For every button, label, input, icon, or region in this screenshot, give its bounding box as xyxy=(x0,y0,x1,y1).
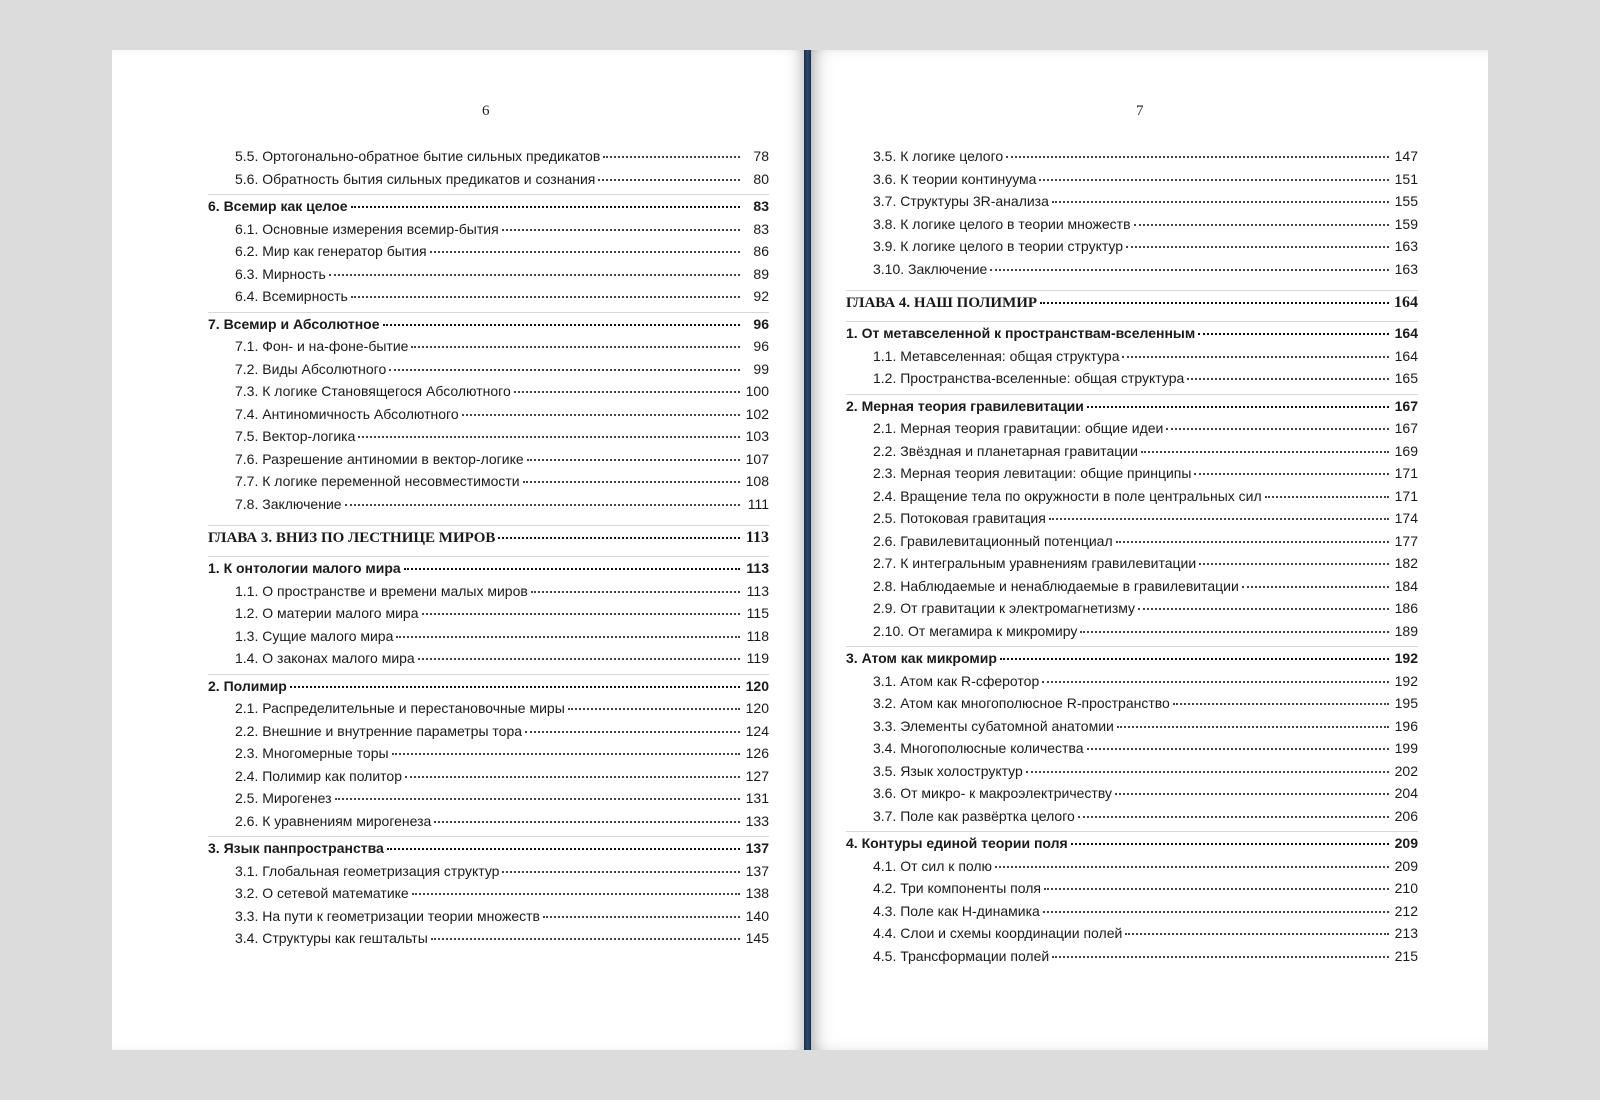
toc-subsection-entry xyxy=(846,145,1418,168)
toc-entry-title: 2.2. Внешние и внутренние параметры тора xyxy=(235,722,523,739)
toc-subsection-entry xyxy=(846,575,1418,598)
toc-entry-page: 196 xyxy=(1394,717,1418,734)
toc-subsection-entry xyxy=(846,345,1418,368)
toc-entry-title: 1.3. Сущие малого мира xyxy=(235,627,394,644)
dot-leader xyxy=(1116,541,1389,543)
dot-leader xyxy=(1122,356,1389,358)
toc-entry-title: 2.9. От гравитации к электромагнетизму xyxy=(873,600,1136,616)
toc-subsection-entry xyxy=(846,235,1418,258)
dot-leader xyxy=(431,938,740,940)
toc-subsection-entry xyxy=(846,922,1418,945)
toc-subsection-entry xyxy=(208,380,769,403)
toc-entry-title: 3.5. Язык холоструктур xyxy=(873,762,1023,779)
dot-leader xyxy=(1052,956,1389,958)
toc-subsection-entry xyxy=(846,782,1418,805)
dot-leader xyxy=(351,206,740,208)
left-page xyxy=(112,50,806,1050)
toc-entry-title: 1.2. О материи малого мира xyxy=(235,605,419,621)
toc-entry-title: 3.9. К логике целого в теории структур xyxy=(873,238,1124,254)
toc-subsection-entry xyxy=(846,855,1418,878)
dot-leader xyxy=(603,156,740,158)
toc-entry-page: 80 xyxy=(753,170,769,187)
toc-entry-page: 199 xyxy=(1394,740,1418,756)
toc-chapter-heading xyxy=(208,525,769,550)
dot-leader xyxy=(1166,428,1389,430)
toc-subsection-entry xyxy=(208,168,769,191)
toc-entry-title: 3.2. Атом как многополюсное R-пространство xyxy=(873,695,1170,711)
toc-entry-title: 2.2. Звёздная и планетарная гравитации xyxy=(873,442,1138,459)
toc-entry-page: 147 xyxy=(1394,148,1418,164)
toc-entry-title: 3.3. Элементы субатомной анатомии xyxy=(873,717,1114,734)
toc-entry-title: 4.5. Трансформации полей xyxy=(873,947,1050,964)
dot-leader xyxy=(598,179,740,181)
toc-entry-title: 3.6. К теории континуума xyxy=(873,170,1037,187)
toc-entry-title: 7.6. Разрешение антиномии в вектор-логике xyxy=(235,450,524,467)
toc-entry-page: 210 xyxy=(1394,880,1418,896)
toc-entry-title: 3.6. От микро- к макроэлектричеству xyxy=(873,785,1112,801)
dot-leader xyxy=(1052,201,1389,203)
toc-entry-title: 4.3. Поле как Н-динамика xyxy=(873,902,1040,919)
dot-leader xyxy=(387,848,740,850)
dot-leader xyxy=(1134,224,1389,226)
toc-entry-page: 131 xyxy=(745,790,769,806)
toc-subsection-entry xyxy=(208,625,769,648)
toc-subsection-entry xyxy=(846,737,1418,760)
dot-leader xyxy=(1198,333,1389,335)
dot-leader xyxy=(422,613,741,615)
toc-entry-page: 113 xyxy=(745,529,769,546)
toc-entry-title: 3. Атом как микромир xyxy=(846,650,997,666)
toc-section-entry xyxy=(208,312,769,336)
toc-entry-page: 192 xyxy=(1394,672,1418,689)
dot-leader xyxy=(434,821,740,823)
toc-entry-page: 169 xyxy=(1394,442,1418,459)
dot-leader xyxy=(1049,518,1389,520)
toc-subsection-entry xyxy=(846,945,1418,968)
toc-entry-page: 164 xyxy=(1394,294,1418,311)
toc-entry-title: 2.3. Многомерные торы xyxy=(235,745,389,761)
toc-entry-page: 155 xyxy=(1394,193,1418,209)
dot-leader xyxy=(1138,608,1389,610)
toc-entry-title: 3.5. К логике целого xyxy=(873,148,1004,164)
toc-entry-page: 209 xyxy=(1394,857,1418,874)
toc-subsection-entry xyxy=(846,213,1418,236)
dot-leader xyxy=(462,414,740,416)
toc-entry-page: 124 xyxy=(745,722,769,739)
toc-entry-title: 2.7. К интегральным уравнениям гравилевитации xyxy=(873,555,1197,571)
toc-entry-title: 7.2. Виды Абсолютного xyxy=(235,360,387,377)
toc-entry-title: 2.4. Полимир как политор xyxy=(235,767,403,784)
right-page xyxy=(806,50,1488,1050)
toc-entry-title: 2. Полимир xyxy=(208,677,287,694)
toc-entry-page: 83 xyxy=(753,198,769,214)
dot-leader xyxy=(523,481,740,483)
dot-leader xyxy=(527,459,740,461)
toc-subsection-entry xyxy=(846,760,1418,783)
toc-subsection-entry xyxy=(846,440,1418,463)
toc-section-entry xyxy=(208,194,769,218)
toc-subsection-entry xyxy=(846,190,1418,213)
toc-section-entry xyxy=(208,674,769,698)
toc-entry-title: 3.1. Атом как R-сферотор xyxy=(873,672,1040,689)
toc-entry-page: 113 xyxy=(746,560,769,576)
toc-entry-title: 2.10. От мегамира к микромиру xyxy=(873,622,1078,639)
toc-subsection-entry xyxy=(208,882,769,905)
toc-entry-page: 204 xyxy=(1394,785,1418,801)
dot-leader xyxy=(358,436,740,438)
toc-subsection-entry xyxy=(208,145,769,168)
toc-entry-page: 165 xyxy=(1394,370,1418,386)
dot-leader xyxy=(1000,658,1389,660)
dot-leader xyxy=(1125,933,1389,935)
dot-leader xyxy=(498,537,740,539)
toc-subsection-entry xyxy=(208,742,769,765)
toc-subsection-entry xyxy=(208,580,769,603)
toc-entry-page: 189 xyxy=(1394,622,1418,639)
toc-entry-page: 108 xyxy=(745,473,769,489)
dot-leader xyxy=(329,274,740,276)
toc-subsection-entry xyxy=(208,335,769,358)
toc-entry-title: 3.4. Структуры как гештальты xyxy=(235,930,428,946)
toc-entry-page: 138 xyxy=(745,885,769,901)
toc-section-entry xyxy=(208,556,769,580)
toc-entry-title: 1.1. О пространстве и времени малых миров xyxy=(235,582,528,599)
toc-entry-page: 171 xyxy=(1394,487,1418,504)
toc-subsection-entry xyxy=(846,417,1418,440)
toc-entry-page: 195 xyxy=(1394,695,1418,711)
toc-entry-page: 99 xyxy=(753,360,769,377)
toc-entry-title: 3.2. О сетевой математике xyxy=(235,885,409,901)
toc-entry-title: ГЛАВА 4. НАШ ПОЛИМИР xyxy=(846,295,1038,311)
toc-subsection-entry xyxy=(208,493,769,516)
dot-leader xyxy=(990,269,1389,271)
toc-entry-title: 3.10. Заключение xyxy=(873,260,988,277)
toc-entry-page: 120 xyxy=(745,677,769,694)
toc-subsection-entry xyxy=(208,905,769,928)
toc-entry-page: 92 xyxy=(753,288,769,304)
toc-entry-page: 145 xyxy=(745,930,769,946)
dot-leader xyxy=(1087,748,1389,750)
toc-entry-page: 209 xyxy=(1394,835,1418,851)
dot-leader xyxy=(1042,681,1389,683)
dot-leader xyxy=(405,776,740,778)
toc-subsection-entry xyxy=(208,358,769,381)
toc-entry-page: 86 xyxy=(753,243,769,259)
toc-entry-page: 83 xyxy=(753,220,769,237)
dot-leader xyxy=(1173,703,1389,705)
toc-entry-title: 3.8. К логике целого в теории множеств xyxy=(873,215,1131,232)
toc-subsection-entry xyxy=(846,900,1418,923)
toc-section-entry xyxy=(846,831,1418,855)
dot-leader xyxy=(1242,586,1389,588)
toc-entry-page: 171 xyxy=(1394,465,1418,481)
toc-entry-title: 7.5. Вектор-логика xyxy=(235,428,356,444)
toc-entry-title: 3.7. Структуры 3R-анализа xyxy=(873,193,1049,209)
dot-leader xyxy=(1043,911,1389,913)
dot-leader xyxy=(514,391,740,393)
toc-entry-page: 103 xyxy=(745,428,769,444)
toc-entry-page: 113 xyxy=(746,582,769,599)
toc-subsection-entry xyxy=(846,620,1418,643)
dot-leader xyxy=(502,229,740,231)
dot-leader xyxy=(1194,473,1389,475)
toc-subsection-entry xyxy=(208,765,769,788)
toc-entry-page: 96 xyxy=(753,315,769,332)
toc-subsection-entry xyxy=(208,285,769,308)
toc-subsection-entry xyxy=(208,263,769,286)
toc-entry-page: 177 xyxy=(1394,532,1418,549)
toc-entry-title: 4.4. Слои и схемы координации полей xyxy=(873,925,1123,941)
toc-entry-title: 3.1. Глобальная геометризация структур xyxy=(235,862,500,879)
dot-leader xyxy=(1115,793,1389,795)
toc-subsection-entry xyxy=(846,877,1418,900)
dot-leader xyxy=(383,324,741,326)
toc-entry-title: 2.1. Мерная теория гравитации: общие идеи xyxy=(873,420,1164,436)
toc-section-entry xyxy=(846,646,1418,670)
toc-entry-page: 78 xyxy=(753,148,769,164)
toc-entry-page: 151 xyxy=(1394,170,1418,187)
toc-entry-title: 2.5. Мирогенез xyxy=(235,790,332,806)
toc-section-entry xyxy=(846,394,1418,418)
toc-subsection-entry xyxy=(846,805,1418,828)
toc-subsection-entry xyxy=(208,403,769,426)
dot-leader xyxy=(1044,888,1389,890)
toc-entry-title: 4.1. От сил к полю xyxy=(873,857,993,874)
toc-entry-title: 2.4. Вращение тела по окружности в поле центральных сил xyxy=(873,487,1262,504)
toc-entry-page: 102 xyxy=(745,405,769,422)
dot-leader xyxy=(1080,631,1389,633)
toc-entry-page: 115 xyxy=(746,605,769,621)
dot-leader xyxy=(1087,406,1389,408)
toc-subsection-entry xyxy=(846,507,1418,530)
toc-entry-title: 2.3. Мерная теория левитации: общие принципы xyxy=(873,465,1192,481)
toc-entry-page: 202 xyxy=(1394,762,1418,779)
toc-entry-title: 2.8. Наблюдаемые и ненаблюдаемые в гравилевитации xyxy=(873,577,1239,594)
dot-leader xyxy=(418,658,740,660)
toc-entry-page: 127 xyxy=(745,767,769,784)
dot-leader xyxy=(392,753,740,755)
toc-subsection-entry xyxy=(846,692,1418,715)
toc-entry-page: 164 xyxy=(1394,325,1418,341)
toc-entry-title: 2.5. Потоковая гравитация xyxy=(873,510,1046,526)
dot-leader xyxy=(1026,771,1389,773)
toc-subsection-entry xyxy=(208,860,769,883)
toc-entry-page: 120 xyxy=(745,700,769,716)
dot-leader xyxy=(389,369,740,371)
toc-entry-title: 5.6. Обратность бытия сильных предикатов и сознания xyxy=(235,170,596,187)
toc-entry-page: 111 xyxy=(747,495,769,512)
dot-leader xyxy=(531,591,740,593)
toc-entry-page: 186 xyxy=(1394,600,1418,616)
toc-subsection-entry xyxy=(846,715,1418,738)
toc-entry-title: 1.1. Метавселенная: общая структура xyxy=(873,347,1120,364)
toc-entry-page: 164 xyxy=(1394,347,1418,364)
toc-left xyxy=(208,145,769,950)
toc-entry-title: 6.1. Основные измерения всемир-бытия xyxy=(235,220,499,237)
toc-subsection-entry xyxy=(846,485,1418,508)
toc-entry-page: 184 xyxy=(1394,577,1418,594)
toc-section-entry xyxy=(208,836,769,860)
toc-entry-title: 7.4. Антиномичность Абсолютного xyxy=(235,405,459,422)
toc-entry-page: 137 xyxy=(745,840,769,856)
toc-entry-title: 1. От метавселенной к пространствам-вселенным xyxy=(846,325,1196,341)
toc-entry-title: 6.3. Мирность xyxy=(235,265,326,282)
toc-entry-title: 7.1. Фон- и на-фоне-бытие xyxy=(235,338,409,354)
toc-entry-title: 2.6. К уравнениям мирогенеза xyxy=(235,812,432,829)
toc-subsection-entry xyxy=(208,470,769,493)
toc-entry-title: 3.3. На пути к геометризации теории множеств xyxy=(235,907,540,924)
toc-entry-title: 3.4. Многополюсные количества xyxy=(873,740,1084,756)
toc-entry-page: 163 xyxy=(1394,238,1418,254)
book-spine xyxy=(804,50,811,1050)
toc-subsection-entry xyxy=(846,168,1418,191)
toc-entry-title: ГЛАВА 3. ВНИЗ ПО ЛЕСТНИЦЕ МИРОВ xyxy=(208,530,496,546)
dot-leader xyxy=(351,296,740,298)
toc-entry-title: 7.7. К логике переменной несовместимости xyxy=(235,473,520,489)
toc-section-entry xyxy=(846,321,1418,345)
toc-entry-page: 174 xyxy=(1394,510,1418,526)
toc-entry-page: 159 xyxy=(1394,215,1418,232)
dot-leader xyxy=(404,568,740,570)
dot-leader xyxy=(1126,246,1389,248)
toc-entry-title: 7.8. Заключение xyxy=(235,495,342,512)
toc-entry-page: 137 xyxy=(745,862,769,879)
toc-entry-title: 6.2. Мир как генератор бытия xyxy=(235,243,427,259)
toc-right xyxy=(846,145,1418,967)
toc-entry-title: 4. Контуры единой теории поля xyxy=(846,835,1068,851)
dot-leader xyxy=(290,686,740,688)
toc-entry-page: 100 xyxy=(745,383,769,399)
dot-leader xyxy=(525,731,740,733)
page-number-right: 7 xyxy=(1136,103,1144,119)
toc-entry-page: 126 xyxy=(745,745,769,761)
dot-leader xyxy=(1040,302,1389,304)
toc-entry-page: 140 xyxy=(745,907,769,924)
toc-entry-page: 213 xyxy=(1394,925,1418,941)
toc-subsection-entry xyxy=(208,810,769,833)
dot-leader xyxy=(1071,843,1389,845)
dot-leader xyxy=(1141,451,1389,453)
dot-leader xyxy=(411,346,740,348)
toc-subsection-entry xyxy=(846,670,1418,693)
toc-entry-page: 212 xyxy=(1394,902,1418,919)
toc-entry-page: 89 xyxy=(753,265,769,282)
toc-entry-title: 1.4. О законах малого мира xyxy=(235,650,415,666)
dot-leader xyxy=(1187,378,1389,380)
toc-subsection-entry xyxy=(208,927,769,950)
toc-entry-title: 4.2. Три компоненты поля xyxy=(873,880,1041,896)
toc-entry-title: 2. Мерная теория гравилевитации xyxy=(846,397,1084,414)
toc-subsection-entry xyxy=(846,367,1418,390)
dot-leader xyxy=(396,636,740,638)
dot-leader xyxy=(1078,816,1389,818)
dot-leader xyxy=(1265,496,1389,498)
toc-subsection-entry xyxy=(208,218,769,241)
dot-leader xyxy=(543,916,740,918)
toc-subsection-entry xyxy=(846,530,1418,553)
toc-entry-title: 2.1. Распределительные и перестановочные миры xyxy=(235,700,565,716)
dot-leader xyxy=(1006,156,1389,158)
dot-leader xyxy=(1117,726,1389,728)
toc-entry-title: 5.5. Ортогонально-обратное бытие сильных предикатов xyxy=(235,148,601,164)
dot-leader xyxy=(502,871,740,873)
toc-chapter-heading xyxy=(846,290,1418,315)
toc-subsection-entry xyxy=(208,720,769,743)
toc-entry-page: 163 xyxy=(1394,260,1418,277)
toc-subsection-entry xyxy=(846,258,1418,281)
toc-subsection-entry xyxy=(846,552,1418,575)
toc-entry-title: 7. Всемир и Абсолютное xyxy=(208,315,380,332)
toc-entry-page: 118 xyxy=(746,627,769,644)
toc-entry-page: 192 xyxy=(1394,650,1418,666)
dot-leader xyxy=(568,708,740,710)
dot-leader xyxy=(335,798,740,800)
toc-entry-page: 167 xyxy=(1394,420,1418,436)
toc-entry-page: 96 xyxy=(753,338,769,354)
toc-subsection-entry xyxy=(208,425,769,448)
toc-entry-page: 119 xyxy=(746,650,769,666)
page-number-left: 6 xyxy=(482,103,490,119)
toc-entry-title: 6.4. Всемирность xyxy=(235,288,348,304)
toc-entry-page: 206 xyxy=(1394,807,1418,824)
toc-subsection-entry xyxy=(208,697,769,720)
toc-subsection-entry xyxy=(846,597,1418,620)
toc-entry-page: 182 xyxy=(1394,555,1418,571)
dot-leader xyxy=(430,251,740,253)
toc-entry-title: 3.7. Поле как развёртка целого xyxy=(873,807,1075,824)
toc-entry-title: 1. К онтологии малого мира xyxy=(208,560,401,576)
dot-leader xyxy=(995,866,1389,868)
toc-entry-page: 133 xyxy=(745,812,769,829)
toc-subsection-entry xyxy=(846,462,1418,485)
toc-entry-title: 3. Язык панпространства xyxy=(208,840,384,856)
toc-entry-title: 1.2. Пространства-вселенные: общая структура xyxy=(873,370,1185,386)
toc-subsection-entry xyxy=(208,448,769,471)
toc-entry-title: 7.3. К логике Становящегося Абсолютного xyxy=(235,383,511,399)
toc-entry-title: 2.6. Гравилевитационный потенциал xyxy=(873,532,1113,549)
toc-entry-page: 107 xyxy=(745,450,769,467)
toc-subsection-entry xyxy=(208,602,769,625)
dot-leader xyxy=(345,504,740,506)
toc-subsection-entry xyxy=(208,787,769,810)
dot-leader xyxy=(1039,179,1389,181)
toc-entry-page: 167 xyxy=(1394,397,1418,414)
toc-subsection-entry xyxy=(208,240,769,263)
dot-leader xyxy=(1199,563,1389,565)
toc-subsection-entry xyxy=(208,647,769,670)
toc-entry-page: 215 xyxy=(1394,947,1418,964)
toc-entry-title: 6. Всемир как целое xyxy=(208,198,348,214)
dot-leader xyxy=(412,893,740,895)
